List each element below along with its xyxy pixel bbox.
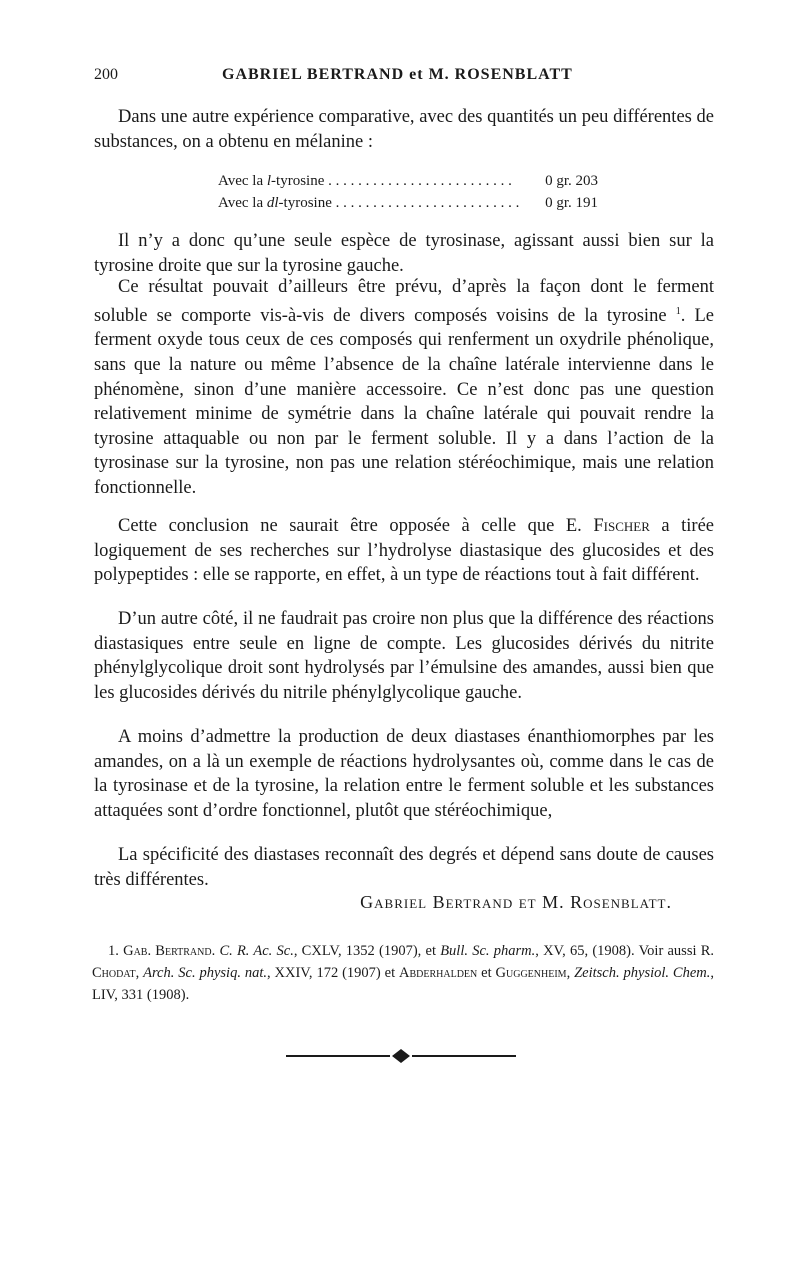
row-value: 0 gr. 191 [545,195,598,211]
paragraph-5: A moins d’admettre la production de deux diastases énanthiomorphes par les amandes, on a là un exemple de réactions hydrolysantes où, comme dans le cas de la tyrosinase et de la tyrosine, la relation entre le ferment soluble et les substances attaquées sont d’ordre fonctionnel, plutôt que stéréochimique, [94,727,714,821]
footnote: 1. Gab. Bertrand. C. R. Ac. Sc., CXLV, 1352 (1907), et Bull. Sc. pharm., XV, 65, (1908). Voir aussi R. Chodat, Arch. Sc. physiq. nat., XXIV, 172 (1907) et Abderhalden et Guggenheim, Zeitsch. physiol. Chem., LIV, 331 (1908). [92,943,715,1003]
author-name: Fischer [593,516,650,536]
table-row [218,192,598,214]
running-title: GABRIEL BERTRAND et M. ROSENBLATT [222,66,573,83]
table-row [218,170,598,192]
page-header [94,66,714,88]
row-label: Avec la dl-tyrosine . . . [218,192,531,214]
paragraph-6: La spécificité des diastases reconnaît des degrés et dépend sans doute de causes très différentes. [94,845,714,890]
paragraph-1: Il n’y a donc qu’une seule espèce de tyrosinase, agissant aussi bien sur la tyrosine droite que sur la tyrosine gauche. [94,231,714,276]
intro-paragraph: Dans une autre expérience comparative, avec des quantités un peu différentes de substances, on a obtenu en mélanine : [94,107,714,152]
paragraph-3: Cette conclusion ne saurait être opposée à celle que E. Fischer a tirée logiquement de ses recherches sur l’hydrolyse diastasique des glucosides et des polypeptides : elle se rapporte, en effet, à un type de réactions tout à fait différent. [94,516,715,586]
signature: Gabriel Bertrand et M. Rosenblatt. [360,892,672,912]
paragraph-4: D’un autre côté, il ne faudrait pas croire non plus que la différence des réactions diastasiques entre seule en ligne de compte. Les glucosides dérivés du nitrite phénylglycolique droit sont hydrolysés par l’émulsine des amandes, aussi bien que les glucosides dérivés du nitrile phénylglycolique gauche. [94,609,714,703]
end-ornament [286,1048,516,1064]
paragraph-2: Ce résultat pouvait d’ailleurs être prévu, d’après la façon dont le ferment soluble se comporte vis-à-vis de divers composés voisins de la tyrosine $^1$. Le ferment oxyde tous ceux de ces composés qui renferment un oxydrile phénolique, sans que la nature ou même l’absence de la chaîne latérale intervienne dans le phénomène, sinon d’une manière accessoire. Ce n’est donc pas une question relativement minime de symétrie dans la chaîne latérale qui pouvait rendre la tyrosine attaquable ou non par le ferment soluble. Il y a dans l’action de la tyrosinase sur la tyrosine, non pas une relation stéréochimique, mais une relation fonctionnelle. [94,277,715,498]
melanin-results-table [218,170,598,214]
page-number: 200 [94,66,118,83]
footnote-marker: 1 [675,305,681,317]
row-value: 0 gr. 203 [545,173,598,189]
row-label: Avec la l-tyrosine . . . [218,170,531,192]
